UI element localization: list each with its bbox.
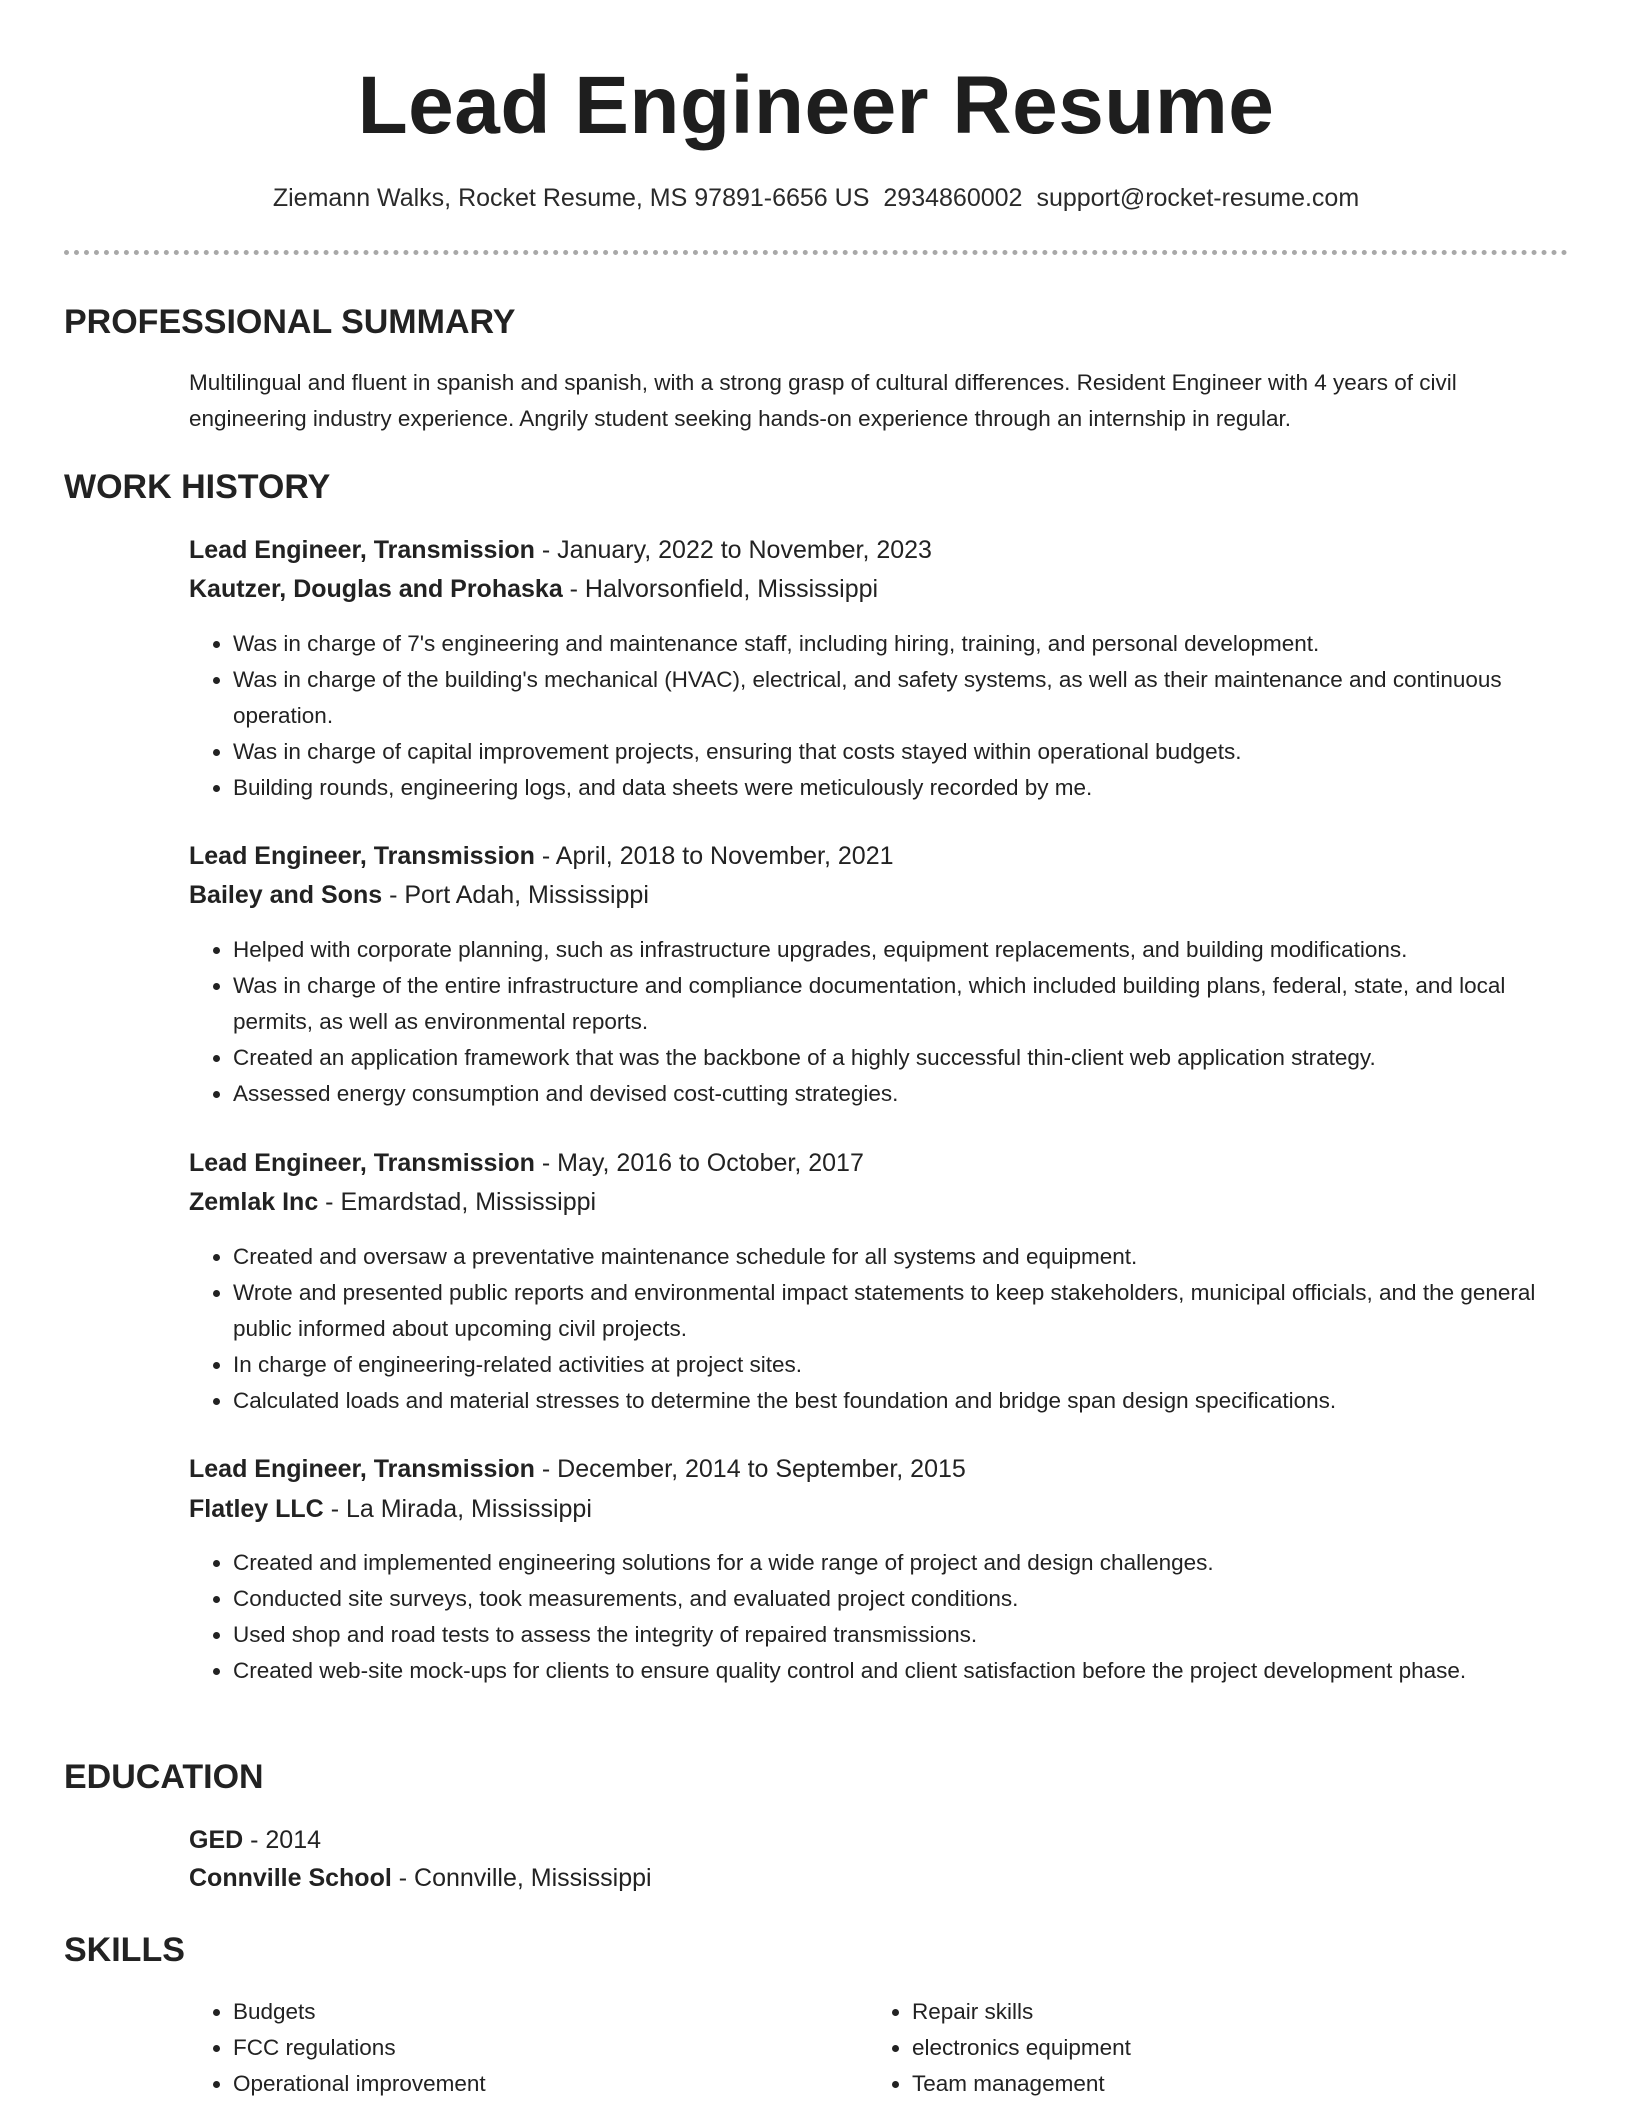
list-item: • Team management [912,2066,1508,2102]
job-bullets [189,932,1569,1112]
job-location: - Halvorsonfield, Mississippi [562,575,879,603]
list-item: • Repair skills [912,1994,1508,2030]
job-company-line [189,573,1569,605]
header-divider [64,250,1568,255]
education-year: - 2014 [243,1826,322,1854]
list-item: • Calculated loads and material stresses to determine the best foundation and bridge span design specifications. [233,1383,1569,1419]
job-title: Lead Engineer, Transmission [189,1455,535,1483]
summary-text: Multilingual and fluent in spanish and spanish, with a strong grasp of cultural differences. Resident Engineer with 4 years of civil engineering industry experience. Angrily student seeking hands-on experience through an internship in regular. [189,370,1457,431]
list-item: • Operational improvement [233,2066,829,2102]
list-item: • Was in charge of the entire infrastructure and compliance documentation, which included building plans, federal, state, and local permits, as well as environmental reports. [233,968,1569,1040]
job-company-line [189,1186,1569,1218]
job-title: Lead Engineer, Transmission [189,842,535,870]
education-school: Connville School [189,1864,392,1892]
list-item: • Created an application framework that was the backbone of a highly successful thin-client web application strategy. [233,1040,1569,1076]
job-company: Kautzer, Douglas and Prohaska [189,575,563,603]
work-history-heading: WORK HISTORY [64,468,331,506]
job-dates: - December, 2014 to September, 2015 [534,1455,966,1483]
list-item: • Assessed energy consumption and devised cost-cutting strategies. [233,1076,1569,1112]
skills-list-right [868,1994,1508,2102]
list-item: • Was in charge of capital improvement projects, ensuring that costs stayed within operational budgets. [233,734,1569,770]
summary-heading: PROFESSIONAL SUMMARY [64,303,516,341]
job-bullets [189,626,1569,806]
list-item: • Used shop and road tests to assess the integrity of repaired transmissions. [233,1617,1569,1653]
contact-phone: 2934860002 [883,184,1023,212]
job-bullets [189,1239,1569,1419]
list-item: • Created and implemented engineering solutions for a wide range of project and design challenges. [233,1545,1569,1581]
job-company: Zemlak Inc [189,1188,319,1216]
skills-list-left [189,1994,829,2102]
job-location: - Emardstad, Mississippi [318,1188,597,1216]
job-title-line [189,1147,1569,1179]
job-title-line [189,534,1569,566]
job-title: Lead Engineer, Transmission [189,536,535,564]
list-item: • Was in charge of 7's engineering and maintenance staff, including hiring, training, and personal development. [233,626,1569,662]
list-item: • FCC regulations [233,2030,829,2066]
job-dates: - April, 2018 to November, 2021 [534,842,894,870]
list-item: • Conducted site surveys, took measurements, and evaluated project conditions. [233,1581,1569,1617]
job-company-line [189,879,1569,911]
job-dates: - May, 2016 to October, 2017 [534,1149,864,1177]
list-item: • electronics equipment [912,2030,1508,2066]
job-bullets [189,1545,1569,1689]
list-item: • Created web-site mock-ups for clients to ensure quality control and client satisfaction before the project development phase. [233,1653,1569,1689]
education-degree-line [189,1824,1569,1856]
education-heading: EDUCATION [64,1758,264,1796]
list-item: • Was in charge of the building's mechanical (HVAC), electrical, and safety systems, as well as their maintenance and continuous operation. [233,662,1569,734]
contact-email: support@rocket-resume.com [1036,184,1360,212]
job-location: - Port Adah, Mississippi [382,881,649,909]
job-title-line [189,840,1569,872]
resume-title: Lead Engineer Resume [357,60,1275,151]
education-school-line [189,1862,1569,1894]
list-item: • Created and oversaw a preventative maintenance schedule for all systems and equipment. [233,1239,1569,1275]
list-item: • In charge of engineering-related activities at project sites. [233,1347,1569,1383]
job-dates: - January, 2022 to November, 2023 [534,536,932,564]
list-item: • Budgets [233,1994,829,2030]
education-degree: GED [189,1826,244,1854]
list-item: • Wrote and presented public reports and environmental impact statements to keep stakeholders, municipal officials, and the general public informed about upcoming civil projects. [233,1275,1569,1347]
education-location: - Connville, Mississippi [391,1864,652,1892]
contact-address: Ziemann Walks, Rocket Resume, MS 97891-6656 US [272,184,870,212]
list-item: • Helped with corporate planning, such as infrastructure upgrades, equipment replacements, and building modifications. [233,932,1569,968]
skills-heading: SKILLS [64,1931,185,1969]
job-title: Lead Engineer, Transmission [189,1149,535,1177]
job-location: - La Mirada, Mississippi [323,1495,592,1523]
list-item: • Building rounds, engineering logs, and data sheets were meticulously recorded by me. [233,770,1569,806]
job-company-line [189,1493,1569,1525]
job-company: Flatley LLC [189,1495,324,1523]
job-title-line [189,1453,1569,1485]
job-company: Bailey and Sons [189,881,383,909]
contact-line [0,182,1632,214]
